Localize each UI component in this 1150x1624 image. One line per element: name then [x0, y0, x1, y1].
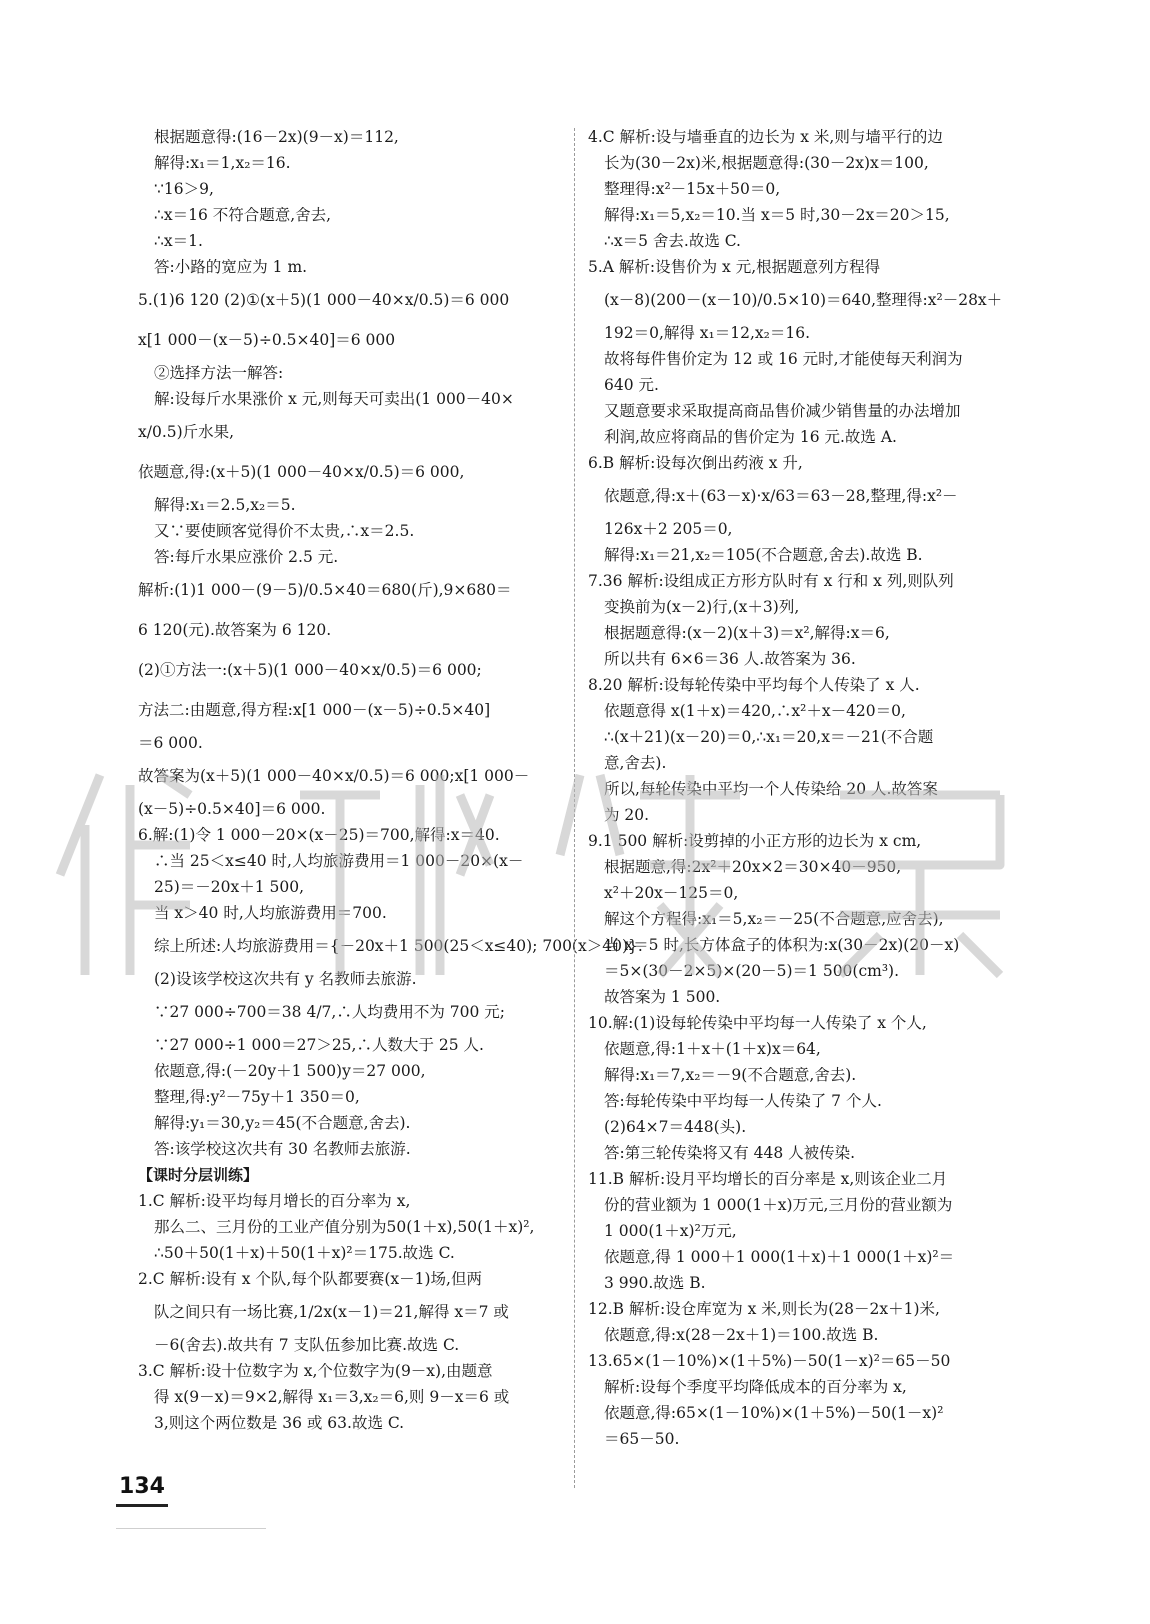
text-line: 3,则这个两位数是 36 或 63.故选 C. — [154, 1414, 405, 1432]
text-line: 份的营业额为 1 000(1＋x)万元,三月份的营业额为 — [604, 1196, 953, 1214]
text-line: 依题意,得:(－20y＋1 500)y＝27 000, — [154, 1062, 426, 1080]
text-line: 那么二、三月份的工业产值分别为50(1＋x),50(1＋x)², — [154, 1218, 535, 1236]
text-line: 25)＝－20x＋1 500, — [154, 878, 305, 896]
text-line: 解得:y₁＝30,y₂＝45(不合题意,舍去). — [154, 1114, 411, 1132]
text-line: 变换前为(x－2)行,(x＋3)列, — [604, 598, 800, 616]
text-line: 根据题意,得:2x²＋20x×2＝30×40－950, — [604, 858, 902, 876]
text-line: 1.C 解析:设平均每月增长的百分率为 x, — [138, 1192, 411, 1210]
column-divider — [574, 128, 575, 1488]
text-line: 答:小路的宽应为 1 m. — [154, 258, 308, 276]
text-line: 126x＋2 205＝0, — [604, 520, 733, 538]
text-line: 依题意,得:(x＋5)(1 000－40×x/0.5)＝6 000, — [138, 463, 465, 481]
text-line: 整理,得:y²－75y＋1 350＝0, — [154, 1088, 360, 1106]
text-line: ∵16＞9, — [154, 180, 214, 198]
text-line: 11.B 解析:设月平均增长的百分率是 x,则该企业二月 — [588, 1170, 948, 1188]
text-line: 640 元. — [604, 376, 659, 394]
text-line: 解析:(1)1 000－(9－5)/0.5×40＝680(斤),9×680＝ — [138, 581, 512, 599]
text-line: 12.B 解析:设仓库宽为 x 米,则长为(28－2x＋1)米, — [588, 1300, 940, 1318]
text-line: ∵27 000÷700＝38 4/7,∴人均费用不为 700 元; — [154, 1003, 505, 1021]
text-line: 故答案为(x＋5)(1 000－40×x/0.5)＝6 000;x[1 000－ — [138, 767, 530, 785]
text-line: 1 000(1＋x)²万元, — [604, 1222, 737, 1240]
text-line: 解这个方程得:x₁＝5,x₂＝－25(不合题意,应舍去), — [604, 910, 944, 928]
text-line: x/0.5)斤水果, — [138, 423, 235, 441]
text-line: 综上所述:人均旅游费用＝{－20x＋1 500(25＜x≤40); 700(x＞40)}. — [154, 937, 643, 955]
text-line: 当 x＞40 时,人均旅游费用＝700. — [154, 904, 387, 922]
text-line: 解得:x₁＝1,x₂＝16. — [154, 154, 291, 172]
text-line: 方法二:由题意,得方程:x[1 000－(x－5)÷0.5×40] — [138, 701, 491, 719]
text-line: 又∵要使顾客觉得价不太贵,∴x＝2.5. — [154, 522, 415, 540]
text-line: ＝65－50. — [604, 1430, 680, 1448]
text-line: 利润,故应将商品的售价定为 16 元.故选 A. — [604, 428, 897, 446]
text-line: ＝5×(30－2×5)×(20－5)＝1 500(cm³). — [604, 962, 900, 980]
text-line: 6.解:(1)令 1 000－20×(x－25)＝700,解得:x＝40. — [138, 826, 500, 844]
text-line: 依题意得 x(1＋x)＝420,∴x²＋x－420＝0, — [604, 702, 906, 720]
text-line: x²＋20x－125＝0, — [604, 884, 739, 902]
text-line: 依题意,得 1 000＋1 000(1＋x)＋1 000(1＋x)²＝ — [604, 1248, 955, 1266]
text-line: 故将每件售价定为 12 或 16 元时,才能使每天利润为 — [604, 350, 963, 368]
text-line: 9.1 500 解析:设剪掉的小正方形的边长为 x cm, — [588, 832, 922, 850]
text-line: 答:第三轮传染将又有 448 人被传染. — [604, 1144, 856, 1162]
text-line: 8.20 解析:设每轮传染中平均每个人传染了 x 人. — [588, 676, 920, 694]
footer-rule — [116, 1528, 266, 1529]
text-line: x[1 000－(x－5)÷0.5×40]＝6 000 — [138, 331, 396, 349]
text-line: ∴(x＋21)(x－20)＝0,∴x₁＝20,x＝－21(不合题 — [604, 728, 934, 746]
page-number: 134 — [116, 1470, 168, 1507]
text-line: 5.A 解析:设售价为 x 元,根据题意列方程得 — [588, 258, 881, 276]
text-line: (x－8)(200－(x－10)/0.5×10)＝640,整理得:x²－28x＋ — [604, 291, 1003, 309]
text-line: ∴x＝5 舍去.故选 C. — [604, 232, 741, 250]
text-line: 解:设每斤水果涨价 x 元,则每天可卖出(1 000－40× — [154, 390, 514, 408]
text-line: ②选择方法一解答: — [154, 364, 284, 382]
text-line: 2.C 解析:设有 x 个队,每个队都要赛(x－1)场,但两 — [138, 1270, 482, 1288]
text-line: 答:该学校这次共有 30 名教师去旅游. — [154, 1140, 411, 1158]
text-line: 根据题意得:(x－2)(x＋3)＝x²,解得:x＝6, — [604, 624, 890, 642]
text-line: ∵27 000÷1 000＝27＞25,∴人数大于 25 人. — [154, 1036, 484, 1054]
text-line: 10.解:(1)设每轮传染中平均每一人传染了 x 个人, — [588, 1014, 927, 1032]
text-line: 所以共有 6×6＝36 人.故答案为 36. — [604, 650, 856, 668]
text-line: 长为(30－2x)米,根据题意得:(30－2x)x＝100, — [604, 154, 929, 172]
text-line: 192＝0,解得 x₁＝12,x₂＝16. — [604, 324, 811, 342]
right-column — [588, 124, 1018, 1452]
text-line: 依题意,得:1＋x＋(1＋x)x＝64, — [604, 1040, 821, 1058]
text-line: 所以,每轮传染中平均一个人传染给 20 人.故答案 — [604, 780, 938, 798]
text-line: ∴当 25＜x≤40 时,人均旅游费用＝1 000－20×(x－ — [154, 852, 524, 870]
text-line: 7.36 解析:设组成正方形方队时有 x 行和 x 列,则队列 — [588, 572, 954, 590]
text-line: 依题意,得:x＋(63－x)·x/63＝63－28,整理,得:x²－ — [604, 487, 958, 505]
text-line: －6(舍去).故共有 7 支队伍参加比赛.故选 C. — [154, 1336, 460, 1354]
text-line: ∴x＝1. — [154, 232, 203, 250]
text-line: 又题意要求采取提高商品售价减少销售量的办法增加 — [604, 402, 961, 420]
text-line: 为 20. — [604, 806, 650, 824]
section-heading: 【课时分层训练】 — [138, 1166, 259, 1184]
text-line: ∴50＋50(1＋x)＋50(1＋x)²＝175.故选 C. — [154, 1244, 455, 1262]
text-line: 得 x(9－x)＝9×2,解得 x₁＝3,x₂＝6,则 9－x＝6 或 — [154, 1388, 510, 1406]
text-line: ∴x＝16 不符合题意,舍去, — [154, 206, 332, 224]
text-line: (2)设该学校这次共有 y 名教师去旅游. — [154, 970, 417, 988]
text-line: (2)64×7＝448(头). — [604, 1118, 747, 1136]
text-line: 意,舍去). — [604, 754, 667, 772]
text-line: 当 x＝5 时,长方体盒子的体积为:x(30－2x)(20－x) — [604, 936, 960, 954]
text-line: 6.B 解析:设每次倒出药液 x 升, — [588, 454, 803, 472]
text-line: 依题意,得:x(28－2x＋1)＝100.故选 B. — [604, 1326, 879, 1344]
text-line: 队之间只有一场比赛,1/2x(x－1)＝21,解得 x＝7 或 — [154, 1303, 509, 1321]
text-line: 3 990.故选 B. — [604, 1274, 706, 1292]
text-line: 4.C 解析:设与墙垂直的边长为 x 米,则与墙平行的边 — [588, 128, 943, 146]
text-line: 整理得:x²－15x＋50＝0, — [604, 180, 781, 198]
text-line: 解得:x₁＝2.5,x₂＝5. — [154, 496, 296, 514]
text-line: 6 120(元).故答案为 6 120. — [138, 621, 332, 639]
text-line: 答:每轮传染中平均每一人传染了 7 个人. — [604, 1092, 882, 1110]
text-line: 解得:x₁＝21,x₂＝105(不合题意,舍去).故选 B. — [604, 546, 923, 564]
text-line: 解析:设每个季度平均降低成本的百分率为 x, — [604, 1378, 907, 1396]
text-line: 根据题意得:(16－2x)(9－x)＝112, — [154, 128, 399, 146]
text-line: (x－5)÷0.5×40]＝6 000. — [138, 800, 326, 818]
text-line: 答:每斤水果应涨价 2.5 元. — [154, 548, 339, 566]
text-line: 故答案为 1 500. — [604, 988, 721, 1006]
text-line: ＝6 000. — [138, 734, 203, 752]
text-line: 解得:x₁＝7,x₂＝－9(不合题意,舍去). — [604, 1066, 857, 1084]
text-line: 解得:x₁＝5,x₂＝10.当 x＝5 时,30－2x＝20＞15, — [604, 206, 950, 224]
text-line: 3.C 解析:设十位数字为 x,个位数字为(9－x),由题意 — [138, 1362, 493, 1380]
text-line: 13.65×(1－10%)×(1＋5%)－50(1－x)²＝65－50 — [588, 1352, 951, 1370]
text-line: (2)①方法一:(x＋5)(1 000－40×x/0.5)＝6 000; — [138, 661, 482, 679]
text-line: 依题意,得:65×(1－10%)×(1＋5%)－50(1－x)² — [604, 1404, 944, 1422]
text-line: 5.(1)6 120 (2)①(x＋5)(1 000－40×x/0.5)＝6 000 — [138, 291, 510, 309]
